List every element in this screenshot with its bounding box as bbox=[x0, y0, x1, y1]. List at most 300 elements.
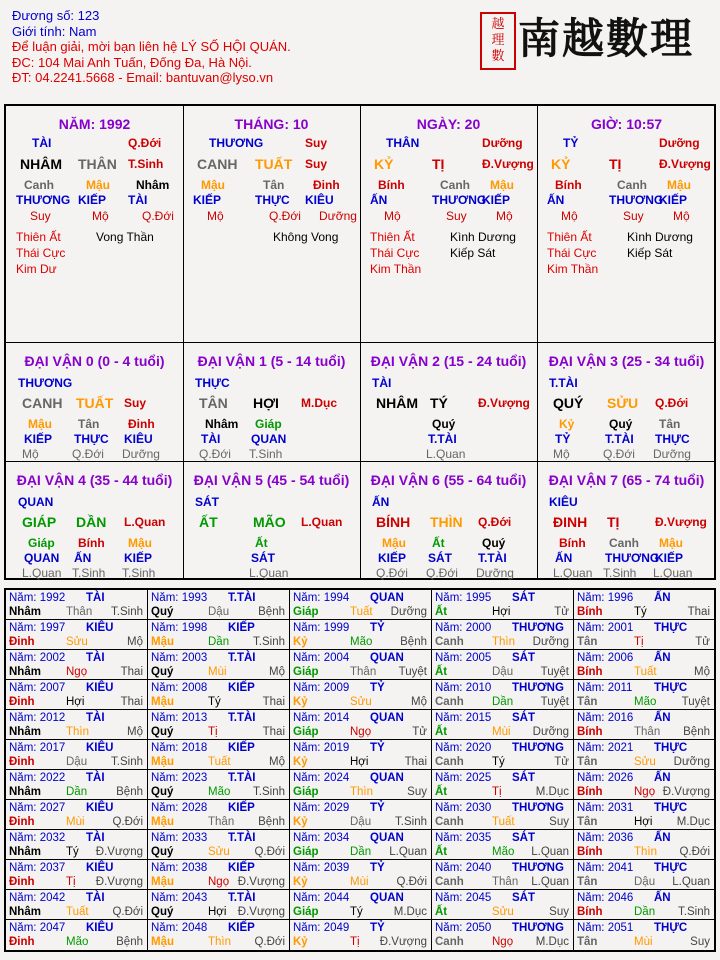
year-cell[interactable] bbox=[432, 800, 574, 830]
year-cell[interactable] bbox=[6, 710, 148, 740]
year-cell[interactable] bbox=[6, 860, 148, 890]
year-chi: Hợi bbox=[208, 906, 227, 918]
year-value: 2014 bbox=[323, 712, 350, 724]
year-label bbox=[293, 682, 349, 694]
year-chi: Sửu bbox=[350, 696, 372, 708]
year-cell[interactable] bbox=[290, 920, 432, 950]
year-state: Bệnh bbox=[116, 786, 143, 798]
dai-van-4[interactable] bbox=[6, 461, 184, 580]
contact-phone-email[interactable]: ĐT: 04.2241.5668 - Email: bantuvan@lyso.vn bbox=[12, 70, 274, 85]
spirit-left: Kim Thần bbox=[547, 262, 599, 276]
year-label bbox=[293, 802, 349, 814]
year-label-prefix: Năm: bbox=[577, 922, 605, 934]
year-label bbox=[577, 802, 633, 814]
year-star: KIÊU bbox=[86, 922, 114, 934]
year-label-prefix: Năm: bbox=[9, 652, 37, 664]
hidden-star: QUAN bbox=[251, 432, 287, 446]
year-label bbox=[293, 892, 349, 904]
year-value: 2008 bbox=[181, 682, 208, 694]
hidden-star: ẤN bbox=[547, 193, 565, 207]
year-star: ẤN bbox=[654, 712, 671, 724]
dai-van-title: ĐẠI VẬN 7 (65 - 74 tuổi) bbox=[548, 472, 705, 488]
year-label-prefix: Năm: bbox=[435, 832, 463, 844]
dai-van-star: THƯƠNG bbox=[18, 376, 73, 390]
year-label bbox=[151, 772, 207, 784]
dai-van-can: CANH bbox=[22, 395, 63, 411]
dai-van-star: QUAN bbox=[18, 495, 54, 509]
hidden-state: Q.Đới bbox=[199, 447, 231, 461]
dai-van-5[interactable] bbox=[183, 461, 361, 580]
hidden-can: Mậu bbox=[667, 178, 691, 192]
year-chi: Thìn bbox=[492, 636, 516, 648]
year-value: 2034 bbox=[323, 832, 350, 844]
year-chi: Tuất bbox=[208, 756, 231, 768]
year-label bbox=[293, 742, 349, 754]
year-state: Tử bbox=[695, 636, 710, 648]
year-value: 2020 bbox=[465, 742, 492, 754]
year-state: Suy bbox=[407, 786, 427, 798]
hidden-state: L.Quan bbox=[553, 566, 593, 580]
year-cell[interactable] bbox=[6, 890, 148, 920]
year-label-prefix: Năm: bbox=[9, 832, 37, 844]
year-label-prefix: Năm: bbox=[9, 772, 37, 784]
contact-address: ĐC: 104 Mai Anh Tuấn, Đống Đa, Hà Nội. bbox=[12, 54, 252, 70]
year-state: Mộ bbox=[127, 636, 143, 648]
dai-van-chi: DẦN bbox=[76, 514, 107, 530]
year-value: 1992 bbox=[39, 592, 66, 604]
year-value: 2010 bbox=[465, 682, 492, 694]
year-cell[interactable] bbox=[6, 590, 148, 620]
year-state: Tử bbox=[554, 756, 569, 768]
dai-van-can: BÍNH bbox=[376, 514, 411, 530]
year-state: Thai bbox=[120, 666, 143, 678]
hidden-state: L.Quan bbox=[22, 566, 62, 580]
year-cell[interactable] bbox=[290, 590, 432, 620]
dai-van-title: ĐẠI VẬN 3 (25 - 34 tuổi) bbox=[548, 353, 705, 369]
year-can: Tân bbox=[577, 696, 598, 708]
year-label bbox=[293, 592, 349, 604]
dai-van-chi: TỊ bbox=[607, 514, 620, 530]
year-cell[interactable] bbox=[574, 590, 714, 620]
year-star: KIÊU bbox=[86, 622, 114, 634]
year-can: Nhâm bbox=[9, 666, 41, 678]
hidden-state: Mộ bbox=[92, 209, 109, 223]
year-can: Nhâm bbox=[9, 726, 41, 738]
year-label bbox=[293, 772, 349, 784]
pillar-state: T.Sinh bbox=[128, 157, 164, 171]
pillar-can: NHÂM bbox=[20, 156, 62, 172]
year-cell[interactable] bbox=[6, 770, 148, 800]
year-cell[interactable] bbox=[148, 590, 290, 620]
year-can: Giáp bbox=[293, 786, 319, 798]
dai-van-6[interactable] bbox=[360, 461, 538, 580]
year-star: ẤN bbox=[654, 652, 671, 664]
year-chi: Ngọ bbox=[634, 786, 656, 798]
year-label bbox=[577, 772, 633, 784]
year-can: Ất bbox=[435, 906, 448, 918]
year-can: Kỷ bbox=[293, 636, 308, 648]
dai-van-star: T.TÀI bbox=[549, 376, 578, 390]
year-cell[interactable] bbox=[432, 680, 574, 710]
year-cell[interactable] bbox=[6, 650, 148, 680]
contact-intro: Để luận giải, mời bạn liên hệ LÝ SỐ HỘI QUÁN. bbox=[12, 39, 291, 54]
year-cell[interactable] bbox=[6, 830, 148, 860]
year-label-prefix: Năm: bbox=[9, 862, 37, 874]
year-can: Bính bbox=[577, 666, 603, 678]
year-label bbox=[435, 832, 491, 844]
pillar-2 bbox=[360, 106, 538, 342]
year-state: Đ.Vượng bbox=[237, 906, 285, 918]
dai-van-state: Suy bbox=[124, 396, 147, 410]
year-value: 2022 bbox=[39, 772, 66, 784]
year-can: Canh bbox=[435, 756, 464, 768]
year-can: Nhâm bbox=[9, 606, 41, 618]
year-state: Đ.Vượng bbox=[95, 846, 143, 858]
year-cell[interactable] bbox=[290, 860, 432, 890]
year-cell[interactable] bbox=[148, 710, 290, 740]
year-star: KIẾP bbox=[228, 922, 255, 934]
year-cell[interactable] bbox=[290, 710, 432, 740]
year-label-prefix: Năm: bbox=[577, 682, 605, 694]
year-state: Mộ bbox=[269, 666, 285, 678]
hidden-state: Mộ bbox=[384, 209, 401, 223]
year-can: Ất bbox=[435, 786, 448, 798]
year-label bbox=[9, 832, 65, 844]
hidden-can: Mậu bbox=[201, 178, 225, 192]
year-star: THỰC bbox=[654, 922, 688, 934]
year-label-prefix: Năm: bbox=[435, 652, 463, 664]
year-cell[interactable] bbox=[290, 620, 432, 650]
year-value: 2037 bbox=[39, 862, 66, 874]
year-star: KIÊU bbox=[86, 862, 114, 874]
year-label-prefix: Năm: bbox=[435, 622, 463, 634]
year-state: Dưỡng bbox=[673, 756, 710, 768]
year-chi: Mão bbox=[350, 636, 373, 648]
year-cell[interactable] bbox=[6, 620, 148, 650]
year-cell[interactable] bbox=[574, 770, 714, 800]
year-value: 2040 bbox=[465, 862, 492, 874]
dai-van-can: GIÁP bbox=[22, 514, 57, 530]
year-label bbox=[293, 922, 349, 934]
year-star: THỰC bbox=[654, 742, 688, 754]
year-chi: Sửu bbox=[208, 846, 230, 858]
year-star: KIÊU bbox=[86, 802, 114, 814]
year-label-prefix: Năm: bbox=[151, 862, 179, 874]
year-star: THƯƠNG bbox=[512, 862, 564, 874]
year-label-prefix: Năm: bbox=[151, 592, 179, 604]
year-chi: Thìn bbox=[208, 936, 232, 948]
hidden-state: Mộ bbox=[22, 447, 39, 461]
year-value: 2017 bbox=[39, 742, 66, 754]
hidden-star: TÀI bbox=[128, 193, 148, 207]
year-can: Nhâm bbox=[9, 846, 41, 858]
year-star: SÁT bbox=[512, 712, 535, 724]
year-cell[interactable] bbox=[290, 740, 432, 770]
year-state: Suy bbox=[549, 816, 569, 828]
year-cell[interactable] bbox=[432, 920, 574, 950]
year-label-prefix: Năm: bbox=[9, 592, 37, 604]
year-cell[interactable] bbox=[148, 650, 290, 680]
year-cell[interactable] bbox=[432, 890, 574, 920]
year-state: Dưỡng bbox=[390, 606, 427, 618]
year-value: 2002 bbox=[39, 652, 66, 664]
year-cell[interactable] bbox=[148, 770, 290, 800]
year-cell[interactable] bbox=[6, 740, 148, 770]
year-cell[interactable] bbox=[6, 920, 148, 950]
year-can: Quý bbox=[151, 786, 174, 798]
year-label bbox=[293, 652, 349, 664]
hidden-can: Quý bbox=[482, 536, 506, 550]
year-can: Kỷ bbox=[293, 936, 308, 948]
year-cell[interactable] bbox=[574, 830, 714, 860]
hidden-star: T.TÀI bbox=[478, 551, 507, 565]
year-chi: Tị bbox=[634, 636, 644, 648]
spirit-left: Thái Cực bbox=[16, 246, 66, 260]
hidden-state: Q.Đới bbox=[142, 209, 174, 223]
year-label-prefix: Năm: bbox=[151, 922, 179, 934]
year-label bbox=[151, 712, 207, 724]
dai-van-state: Đ.Vượng bbox=[655, 515, 707, 529]
year-label bbox=[435, 862, 491, 874]
year-star: SÁT bbox=[512, 892, 535, 904]
hidden-star: THƯƠNG bbox=[605, 551, 660, 565]
year-cell[interactable] bbox=[432, 740, 574, 770]
year-label-prefix: Năm: bbox=[151, 772, 179, 784]
year-label-prefix: Năm: bbox=[577, 832, 605, 844]
year-cell[interactable] bbox=[290, 770, 432, 800]
year-label bbox=[9, 592, 65, 604]
year-label-prefix: Năm: bbox=[577, 802, 605, 814]
red-seal-icon bbox=[480, 12, 516, 70]
year-can: Mậu bbox=[151, 816, 174, 828]
year-can: Mậu bbox=[151, 936, 174, 948]
year-cell[interactable] bbox=[574, 620, 714, 650]
pillar-chi: TỊ bbox=[609, 156, 622, 172]
pillar-title: GIỜ: 10:57 bbox=[590, 116, 663, 132]
year-label bbox=[435, 922, 491, 934]
year-cell[interactable] bbox=[574, 800, 714, 830]
year-cell[interactable] bbox=[574, 920, 714, 950]
year-chi: Tý bbox=[350, 906, 363, 918]
dai-van-star: KIÊU bbox=[549, 495, 578, 509]
dai-van-title: ĐẠI VẬN 0 (0 - 4 tuổi) bbox=[24, 353, 165, 369]
year-chi: Tý bbox=[634, 606, 647, 618]
dai-van-2[interactable] bbox=[360, 342, 538, 461]
year-chi: Dậu bbox=[634, 876, 656, 888]
year-cell[interactable] bbox=[148, 860, 290, 890]
dai-van-3[interactable] bbox=[537, 342, 716, 461]
year-chi: Thân bbox=[492, 876, 519, 888]
hidden-star: KIẾP bbox=[193, 193, 222, 207]
year-state: T.Sinh bbox=[395, 816, 427, 828]
year-cell[interactable] bbox=[574, 890, 714, 920]
year-cell[interactable] bbox=[432, 650, 574, 680]
year-value: 1996 bbox=[607, 592, 634, 604]
hidden-star: TÀI bbox=[201, 432, 221, 446]
spirit-left: Thiên Ất bbox=[16, 230, 61, 244]
year-cell[interactable] bbox=[290, 800, 432, 830]
year-label-prefix: Năm: bbox=[9, 712, 37, 724]
year-star: THỰC bbox=[654, 862, 688, 874]
year-state: Bệnh bbox=[116, 936, 143, 948]
year-cell[interactable] bbox=[432, 830, 574, 860]
year-label-prefix: Năm: bbox=[151, 742, 179, 754]
year-label-prefix: Năm: bbox=[435, 922, 463, 934]
year-cell[interactable] bbox=[574, 650, 714, 680]
year-value: 2029 bbox=[323, 802, 350, 814]
year-chi: Tuất bbox=[66, 906, 89, 918]
hidden-star: KIẾP bbox=[655, 551, 684, 565]
year-chi: Hợi bbox=[492, 606, 511, 618]
year-state: T.Sinh bbox=[111, 606, 143, 618]
year-label bbox=[9, 712, 65, 724]
year-star: TỶ bbox=[370, 742, 385, 754]
year-value: 1998 bbox=[181, 622, 208, 634]
year-state: Đ.Vượng bbox=[379, 936, 427, 948]
year-chi: Thìn bbox=[350, 786, 374, 798]
year-label bbox=[9, 772, 65, 784]
year-star: QUAN bbox=[370, 892, 404, 904]
year-value: 2005 bbox=[465, 652, 492, 664]
year-cell[interactable] bbox=[574, 710, 714, 740]
year-label-prefix: Năm: bbox=[577, 772, 605, 784]
pillar-title: NGÀY: 20 bbox=[416, 116, 481, 132]
hidden-can: Bính bbox=[555, 178, 582, 192]
year-state: Bệnh bbox=[258, 816, 285, 828]
year-cell[interactable] bbox=[574, 860, 714, 890]
year-chi: Dần bbox=[350, 846, 372, 858]
year-star: KIẾP bbox=[228, 802, 255, 814]
year-star: SÁT bbox=[512, 772, 535, 784]
year-state: Bệnh bbox=[683, 726, 710, 738]
year-cell[interactable] bbox=[574, 680, 714, 710]
year-cell[interactable] bbox=[6, 680, 148, 710]
hidden-state: L.Quan bbox=[426, 447, 466, 461]
pillar-star: THÂN bbox=[386, 136, 420, 150]
spirit-right: Vong Thần bbox=[96, 230, 154, 244]
hidden-can: Mậu bbox=[128, 536, 152, 550]
year-cell[interactable] bbox=[148, 830, 290, 860]
year-value: 2019 bbox=[323, 742, 350, 754]
year-label-prefix: Năm: bbox=[151, 682, 179, 694]
dai-van-1[interactable] bbox=[183, 342, 361, 461]
year-cell[interactable] bbox=[432, 710, 574, 740]
pillar-state: Suy bbox=[305, 157, 328, 171]
year-star: THƯƠNG bbox=[512, 622, 564, 634]
year-label-prefix: Năm: bbox=[151, 712, 179, 724]
hidden-state: T.Sinh bbox=[249, 447, 283, 461]
year-cell[interactable] bbox=[290, 830, 432, 860]
year-cell[interactable] bbox=[432, 770, 574, 800]
year-cell[interactable] bbox=[574, 740, 714, 770]
dai-van-can: NHÂM bbox=[376, 395, 418, 411]
year-state: Thai bbox=[262, 696, 285, 708]
year-cell[interactable] bbox=[290, 890, 432, 920]
year-chi: Dậu bbox=[492, 666, 514, 678]
year-chi: Sửu bbox=[492, 906, 514, 918]
hidden-can: Mậu bbox=[28, 417, 52, 431]
dai-van-title: ĐẠI VẬN 1 (5 - 14 tuổi) bbox=[197, 353, 346, 369]
hidden-star: KIẾP bbox=[24, 432, 53, 446]
year-star: TỶ bbox=[370, 622, 385, 634]
year-cell[interactable] bbox=[148, 920, 290, 950]
year-can: Quý bbox=[151, 606, 174, 618]
year-star: QUAN bbox=[370, 712, 404, 724]
year-star: THƯƠNG bbox=[512, 682, 564, 694]
year-label-prefix: Năm: bbox=[9, 742, 37, 754]
year-can: Ất bbox=[435, 606, 448, 618]
year-cell[interactable] bbox=[6, 800, 148, 830]
dai-van-state: L.Quan bbox=[301, 515, 343, 529]
year-label-prefix: Năm: bbox=[293, 742, 321, 754]
year-label bbox=[9, 922, 65, 934]
year-cell[interactable] bbox=[290, 650, 432, 680]
year-can: Tân bbox=[577, 936, 598, 948]
hidden-star: THỰC bbox=[255, 193, 290, 207]
year-value: 1994 bbox=[323, 592, 350, 604]
year-cell[interactable] bbox=[290, 680, 432, 710]
hidden-can: Ất bbox=[255, 536, 268, 550]
year-cell[interactable] bbox=[148, 740, 290, 770]
year-chi: Sửu bbox=[634, 756, 656, 768]
year-chi: Thân bbox=[66, 606, 93, 618]
spirit-right: Kình Dương bbox=[450, 230, 516, 244]
dai-van-0[interactable] bbox=[6, 342, 184, 461]
year-cell[interactable] bbox=[148, 800, 290, 830]
year-state: M.Dục bbox=[535, 936, 569, 948]
year-label bbox=[151, 682, 207, 694]
year-star: T.TÀI bbox=[228, 892, 256, 904]
year-state: Bệnh bbox=[400, 636, 427, 648]
hidden-can: Đinh bbox=[128, 417, 155, 431]
year-star: TỶ bbox=[370, 802, 385, 814]
year-label-prefix: Năm: bbox=[151, 622, 179, 634]
year-cell[interactable] bbox=[148, 680, 290, 710]
pillar-star: TÀI bbox=[32, 136, 52, 150]
year-state: Q.Đới bbox=[396, 876, 427, 888]
dai-van-can: ẤT bbox=[199, 514, 218, 530]
hidden-can: Ất bbox=[432, 536, 445, 550]
year-star: QUAN bbox=[370, 652, 404, 664]
year-label bbox=[9, 622, 65, 634]
year-star: KIẾP bbox=[228, 682, 255, 694]
year-state: Thai bbox=[120, 696, 143, 708]
year-star: THƯƠNG bbox=[512, 742, 564, 754]
year-value: 2001 bbox=[607, 622, 634, 634]
year-cell[interactable] bbox=[148, 620, 290, 650]
pillar-star-state: Dưỡng bbox=[659, 136, 700, 150]
year-value: 2041 bbox=[607, 862, 634, 874]
year-cell[interactable] bbox=[432, 860, 574, 890]
year-label-prefix: Năm: bbox=[435, 682, 463, 694]
hidden-star: THƯƠNG bbox=[16, 193, 71, 207]
year-cell[interactable] bbox=[148, 890, 290, 920]
dai-van-chi: MÃO bbox=[253, 514, 286, 530]
dai-van-state: M.Dục bbox=[301, 396, 337, 410]
hidden-star: SÁT bbox=[428, 551, 452, 565]
year-value: 2025 bbox=[465, 772, 492, 784]
hidden-can: Đinh bbox=[313, 178, 340, 192]
dai-van-can: TÂN bbox=[199, 395, 228, 411]
dai-van-star: ẤN bbox=[372, 495, 390, 509]
dai-van-7[interactable] bbox=[537, 461, 716, 580]
year-star: T.TÀI bbox=[228, 592, 256, 604]
year-cell[interactable] bbox=[432, 620, 574, 650]
year-label bbox=[577, 832, 633, 844]
spirit-left: Kim Dư bbox=[16, 262, 57, 276]
year-label bbox=[151, 922, 207, 934]
year-cell[interactable] bbox=[432, 590, 574, 620]
